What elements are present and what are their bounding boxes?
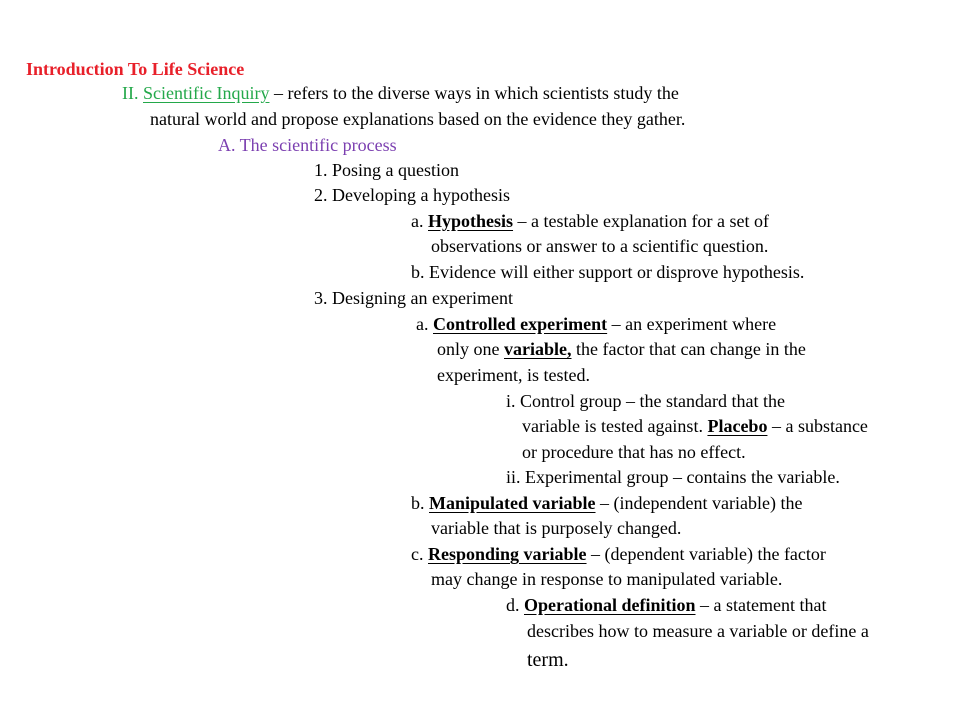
step-3: 3. Designing an experiment xyxy=(314,288,513,308)
definition-text: the factor that can change in the xyxy=(571,339,806,359)
responding-variable-def-2: may change in response to manipulated variable. xyxy=(431,569,783,589)
term-definition: – (dependent variable) the factor xyxy=(586,544,826,564)
term-definition: – a testable explanation for a set of xyxy=(513,211,769,231)
manipulated-variable-def-2: variable that is purposely changed. xyxy=(431,518,682,538)
responding-variable-item xyxy=(411,542,826,566)
item-prefix: a. xyxy=(416,314,433,334)
term-manipulated-variable: Manipulated variable xyxy=(429,493,596,513)
section-number: II. xyxy=(122,83,143,103)
term-controlled-experiment: Controlled experiment xyxy=(433,314,608,334)
term-definition: – an experiment where xyxy=(607,314,777,334)
section-definition-cont: natural world and propose explanations based on the evidence they gather. xyxy=(150,109,686,129)
step-2: 2. Developing a hypothesis xyxy=(314,185,510,205)
controlled-experiment-item xyxy=(416,312,776,336)
definition-text: – a substance xyxy=(767,416,868,436)
hypothesis-item xyxy=(411,209,769,233)
term-definition: – a statement that xyxy=(695,595,827,615)
operational-definition-def-3: term. xyxy=(527,649,569,671)
item-prefix: a. xyxy=(411,211,428,231)
hypothesis-definition-cont: observations or answer to a scientific question. xyxy=(431,236,769,256)
item-prefix: d. xyxy=(506,595,524,615)
control-group-def-3: or procedure that has no effect. xyxy=(522,442,746,462)
manipulated-variable-item xyxy=(411,491,802,515)
item-prefix: b. xyxy=(411,493,429,513)
experimental-group-item: ii. Experimental group – contains the variable. xyxy=(506,467,840,487)
term-definition: – (independent variable) the xyxy=(595,493,803,513)
section-heading xyxy=(122,81,679,105)
term-scientific-inquiry: Scientific Inquiry xyxy=(143,83,270,103)
definition-text: only one xyxy=(437,339,504,359)
page-title: Introduction To Life Science xyxy=(26,59,245,79)
control-group-item: i. Control group – the standard that the xyxy=(506,391,785,411)
term-hypothesis: Hypothesis xyxy=(428,211,514,231)
section-definition: – refers to the diverse ways in which scientists study the xyxy=(269,83,679,103)
evidence-item: b. Evidence will either support or disprove hypothesis. xyxy=(411,262,805,282)
term-variable: variable, xyxy=(504,339,572,359)
controlled-experiment-def-3: experiment, is tested. xyxy=(437,365,590,385)
operational-definition-item xyxy=(506,593,826,617)
controlled-experiment-def-2 xyxy=(437,337,806,361)
control-group-def-2 xyxy=(522,414,868,438)
term-placebo: Placebo xyxy=(707,416,768,436)
subheading-scientific-process: A. The scientific process xyxy=(218,135,397,155)
item-prefix: c. xyxy=(411,544,428,564)
term-responding-variable: Responding variable xyxy=(428,544,587,564)
term-operational-definition: Operational definition xyxy=(524,595,696,615)
step-1: 1. Posing a question xyxy=(314,160,460,180)
operational-definition-def-2: describes how to measure a variable or define a xyxy=(527,621,869,641)
definition-text: variable is tested against. xyxy=(522,416,708,436)
